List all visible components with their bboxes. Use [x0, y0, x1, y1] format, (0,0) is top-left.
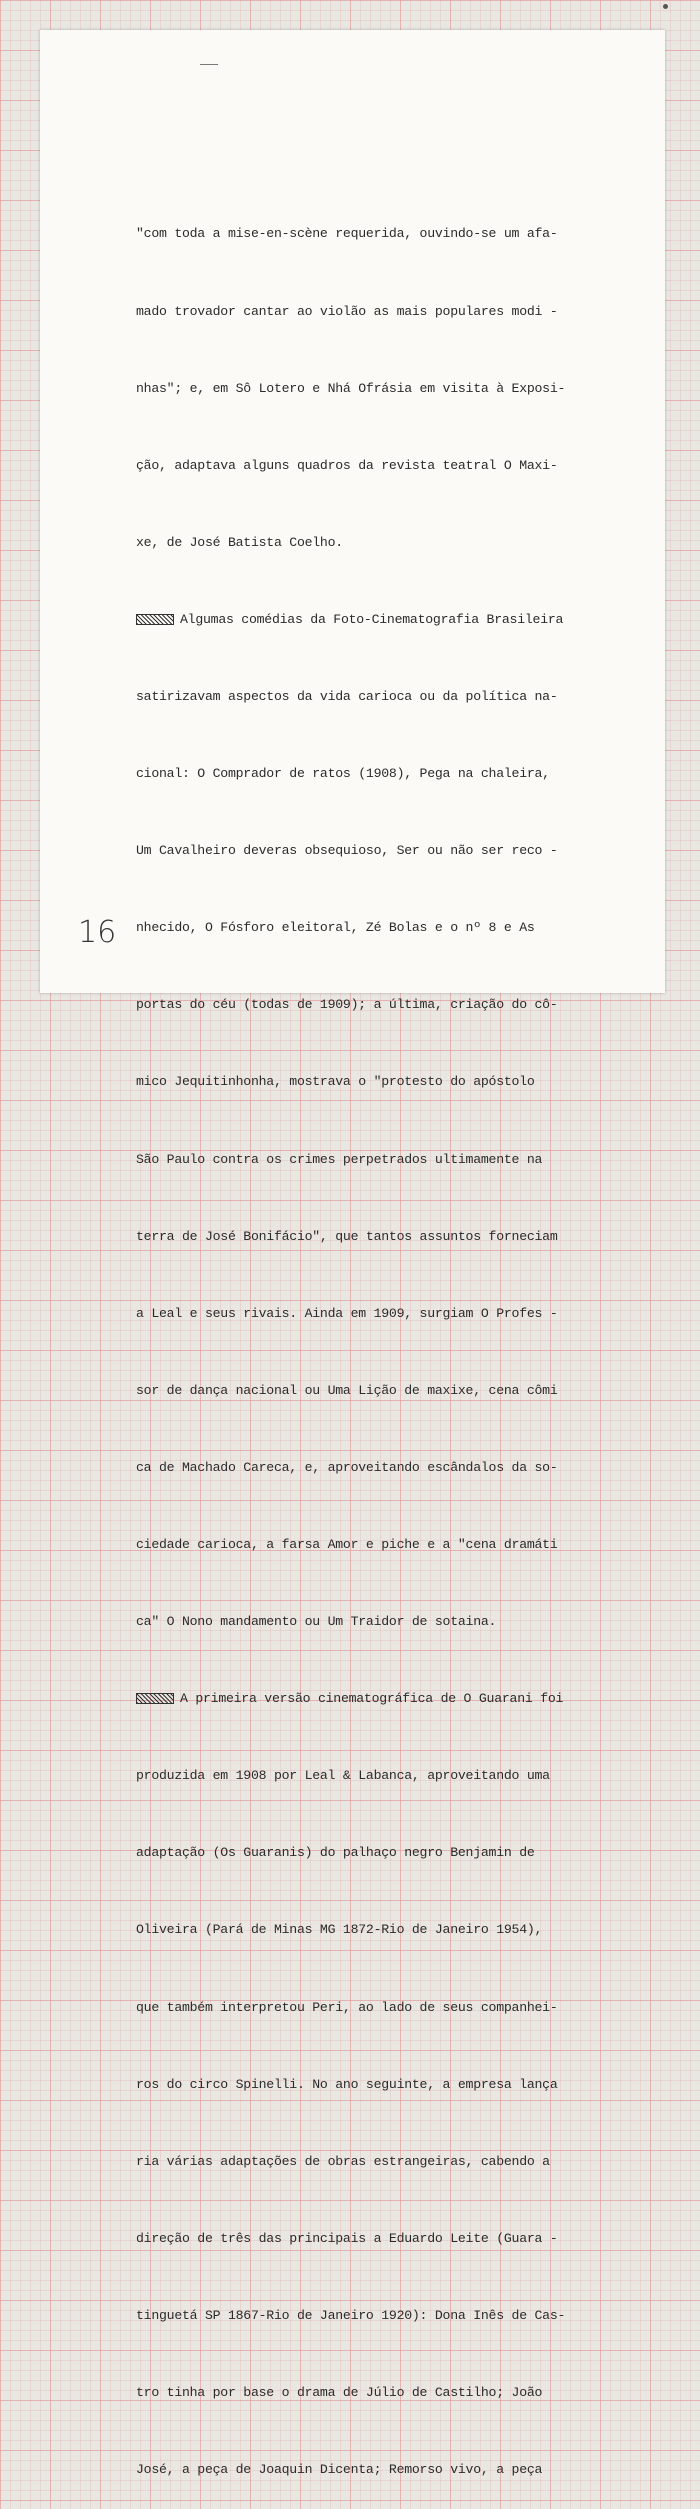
paragraph-line	[136, 1686, 636, 1712]
text-line: satirizavam aspectos da vida carioca ou da política na-	[136, 688, 558, 704]
text-line: ciedade carioca, a farsa Amor e piche e a "cena dramáti	[136, 1537, 558, 1552]
text-line: adaptação (Os Guaranis) do palhaço negro Benjamin de	[136, 1845, 535, 1861]
text-line: que também interpretou Peri, ao lado de seus companhei-	[136, 1999, 558, 2015]
text-line: ca" O Nono mandamento ou Um Traidor de sotaina.	[136, 1614, 497, 1630]
top-dash-mark	[200, 64, 218, 65]
text-line: direção de três das principais a Eduardo Leite (Guara -	[136, 2230, 558, 2246]
text-line: nhas"; e, em Sô Lotero e Nhá Ofrásia em visita à Exposi-	[136, 380, 566, 396]
punch-dot	[663, 4, 668, 9]
text-line: "com toda a mise-en-scène requerida, ouvindo-se um afa-	[136, 226, 558, 242]
text-line: ros do circo Spinelli. No ano seguinte, a empresa lança	[136, 2076, 558, 2092]
text-line: ção, adaptava alguns quadros da revista teatral O Maxi-	[136, 457, 558, 473]
text-line: xe, de José Batista Coelho.	[136, 534, 343, 550]
typed-text-block	[136, 170, 636, 2509]
paragraph-mark-icon	[136, 614, 174, 625]
text-line: mado trovador cantar ao violão as mais populares modi -	[136, 303, 558, 319]
text-line: José, a peça de Joaquin Dicenta; Remorso vivo, a peça	[136, 2462, 543, 2478]
text-line: cional: O Comprador de ratos (1908), Pega na chaleira,	[136, 766, 550, 782]
paragraph-mark-icon	[136, 1693, 174, 1704]
text-line: tro tinha por base o drama de Júlio de Castilho; João	[136, 2385, 543, 2401]
text-line: São Paulo contra os crimes perpetrados ultimamente na	[136, 1151, 543, 1167]
text-line: Algumas comédias da Foto-Cinematografia Brasileira	[180, 611, 564, 627]
text-line: Oliveira (Pará de Minas MG 1872-Rio de Janeiro 1954),	[136, 1922, 543, 1938]
text-line: produzida em 1908 por Leal & Labanca, aproveitando uma	[136, 1768, 550, 1784]
text-line: portas do céu (todas de 1909); a última, criação do cô-	[136, 997, 558, 1013]
text-line: ca de Machado Careca, e, aproveitando escândalos da so-	[136, 1459, 558, 1475]
text-line: terra de José Bonifácio", que tantos assuntos forneciam	[136, 1228, 558, 1244]
text-line: ria várias adaptações de obras estrangeiras, cabendo a	[136, 2153, 550, 2169]
text-line: Um Cavalheiro deveras obsequioso, Ser ou não ser reco -	[136, 843, 558, 859]
paragraph-line	[136, 607, 636, 633]
text-line: a Leal e seus rivais. Ainda em 1909, surgiam O Profes -	[136, 1305, 558, 1321]
text-line: tinguetá SP 1867-Rio de Janeiro 1920): Dona Inês de Cas-	[136, 2307, 566, 2323]
text-line: sor de dança nacional ou Uma Lição de maxixe, cena cômi	[136, 1382, 558, 1398]
handwritten-page-number: 16	[78, 915, 117, 950]
text-line: A primeira versão cinematográfica de O Guarani foi	[180, 1691, 564, 1707]
text-line: mico Jequitinhonha, mostrava o "protesto do apóstolo	[136, 1074, 535, 1090]
text-line: nhecido, O Fósforo eleitoral, Zé Bolas e o nº 8 e As	[136, 920, 535, 936]
